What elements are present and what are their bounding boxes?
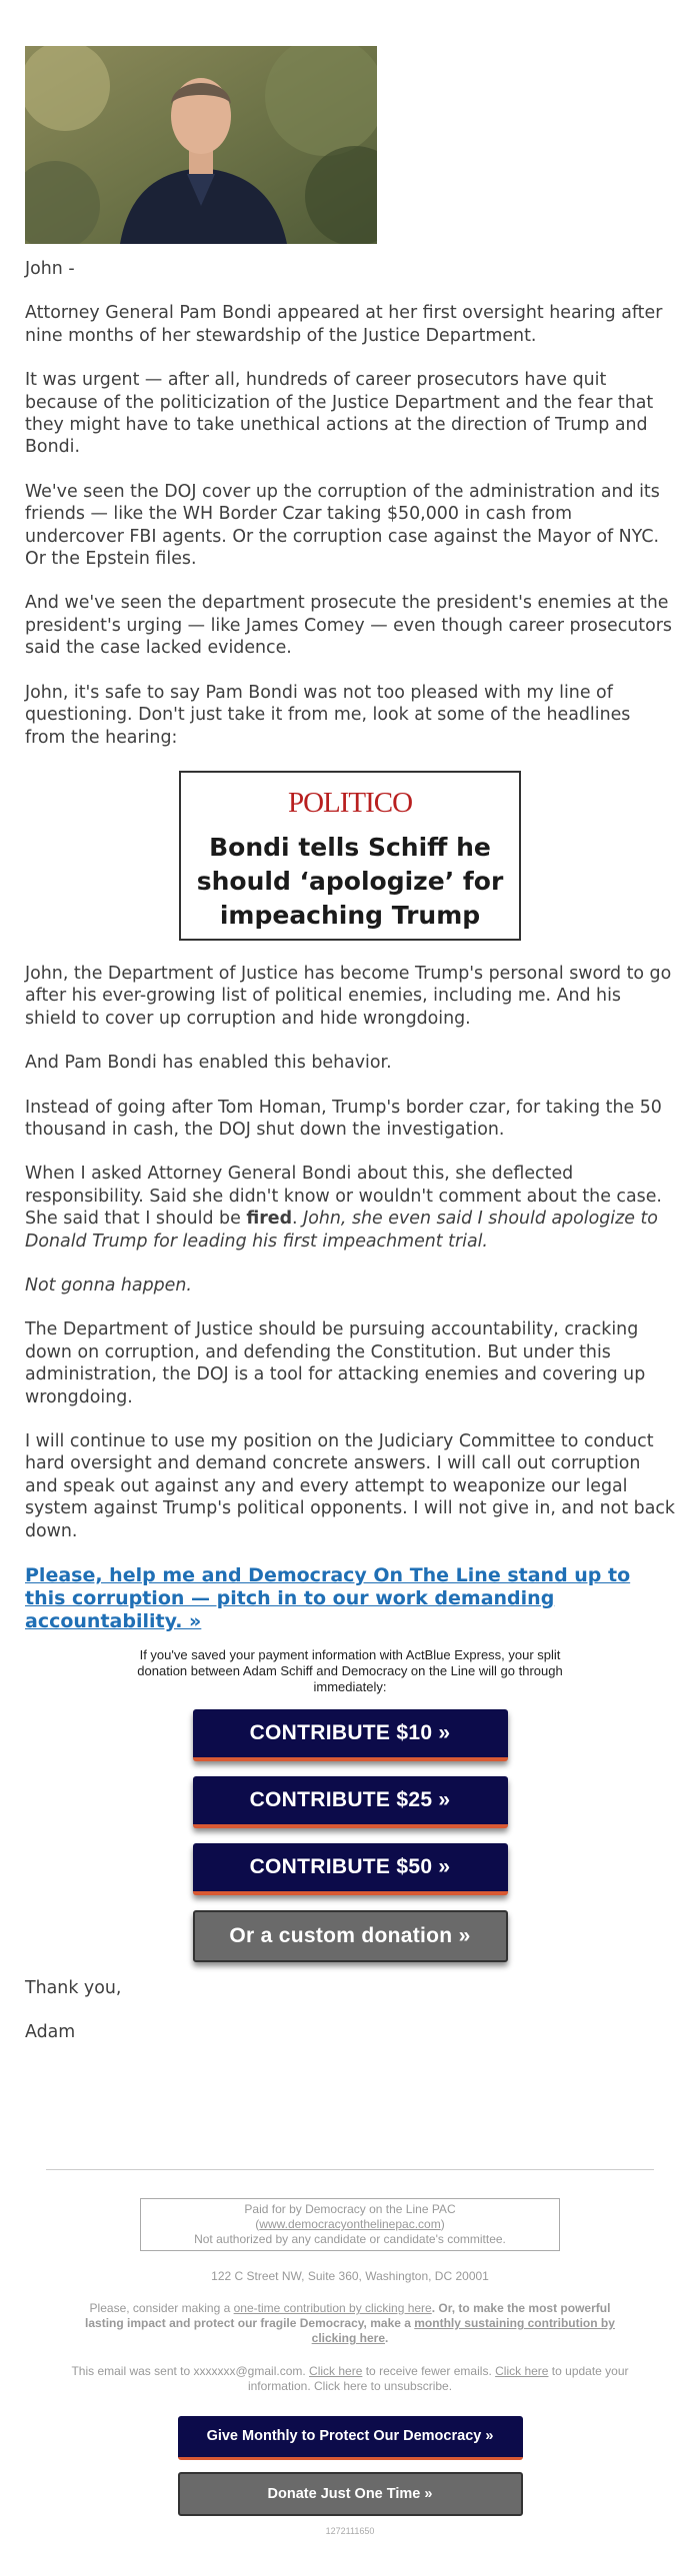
consider-bold: . Or, to make the most powerful lasting impact and protect our fragile Democracy, make a [85,2301,611,2330]
footer-address: 122 C Street NW, Suite 360, Washington, DC 20001 [211,2269,489,2283]
footer-consider [70,2301,630,2346]
give-monthly-button[interactable]: Give Monthly to Protect Our Democracy » [178,2416,523,2460]
email-body [25,258,675,2066]
italic-text: Not gonna happen. [25,1275,192,1295]
donate-once-button[interactable]: Donate Just One Time » [178,2472,523,2516]
paragraph: John, the Department of Justice has become Trump's personal sword to go after his ever-growing list of political enemies, including me. And his shield to cover up corruption and hide wrongdoing. [25,963,672,1029]
paragraph [25,1163,675,1253]
monthly-link[interactable]: monthly sustaining contribution by clicking here [311,2316,615,2345]
paragraph: John, it's safe to say Pam Bondi was not too pleased with my line of questioning. Don't just take it from me, look at some of the headlines from the hearing: [25,682,631,748]
footer [0,2169,700,2536]
greeting: John - [25,259,75,279]
paragraph: It was urgent — after all, hundreds of career prosecutors have quit because of the politicization of the Justice Department and the fear that they might have to take unethical actions at the direction of Trump and Bondi. [25,370,654,458]
sent-text: to update your information. Click here to unsubscribe. [247,2364,629,2393]
paragraph-text: . [292,1209,304,1230]
fewer-emails-link[interactable]: Click here [309,2364,363,2378]
contribute-25-button[interactable]: CONTRIBUTE $25 » [193,1776,508,1828]
sent-text: This email was sent to xxxxxxx@gmail.com. [71,2364,310,2378]
paragraph: Attorney General Pam Bondi appeared at her first oversight hearing after nine months of her stewardship of the Justice Department. [25,303,663,346]
paragraph: And we've seen the department prosecute the president's enemies at the president's urging — like James Comey — even though career prosecutors said the case lacked evidence. [25,593,672,659]
update-info-link[interactable]: Click here [495,2364,549,2378]
contribute-10-button[interactable]: CONTRIBUTE $10 » [193,1709,508,1761]
politico-headline: Bondi tells Schiff he should ‘apologize’ for impeaching Trump [196,832,504,930]
footer-code: 1272111650 [325,2526,375,2536]
hero-photo [25,46,377,244]
paid-by-text: Paid for by Democracy on the Line PAC [244,2202,456,2216]
bold-text: fired [246,1209,293,1230]
consider-text: Please, consider making a [89,2301,234,2315]
paragraph: We've seen the DOJ cover up the corruption of the administration and its friends — like the WH Border Czar taking $50,000 in cash from undercover FBI agents. Or the corruption case against the Mayor of NYC. Or the Epstein files. [25,481,660,570]
contribute-50-button[interactable]: CONTRIBUTE $50 » [193,1843,508,1895]
consider-bold-end: . [385,2331,389,2345]
paid-url-line: (www.democracyonthelinepac.com) [255,2217,445,2231]
paragraph: The Department of Justice should be pursuing accountability, cracking down on corruption, and defending the Constitution. But under this administration, the DOJ is a tool for attacking enemies and covering up wrongdoing. [25,1319,646,1407]
donate-link[interactable]: Please, help me and Democracy On The Line stand up to this corruption — pitch in to our work demanding accountability. » [25,1564,631,1633]
paid-url-link[interactable]: www.democracyonthelinepac.com [259,2217,441,2231]
sent-text: to receive fewer emails. [362,2364,496,2378]
portrait-image [25,46,377,244]
italic-text: John, she even said I should apologize to Donald Trump for leading his first impeachment trial. [25,1209,658,1252]
paid-for-box [140,2198,560,2251]
paragraph: I will continue to use my position on the Judiciary Committee to conduct hard oversight and demand concrete answers. I will call out corruption and speak out against any and every attempt to weaponize our legal system against Trump's political opponents. I will not give in, and not back down. [25,1431,675,1541]
footer-sent-to [70,2364,630,2394]
signoff-name: Adam [25,2022,76,2043]
paragraph: And Pam Bondi has enabled this behavior. [25,1053,392,1074]
footer-divider [46,2169,654,2170]
custom-donation-button[interactable]: Or a custom donation » [193,1910,508,1962]
paragraph-text: When I asked Attorney General Bondi about this, she deflected responsibility. Said she didn't know or wouldn't comment about the case. She said that I should be [25,1164,662,1230]
actblue-note: If you've saved your payment information with ActBlue Express, your split donation between Adam Schiff and Democracy on the Line will go through immediately: [137,1647,563,1695]
not-authorized-text: Not authorized by any candidate or candidate's committee. [194,2232,506,2246]
paragraph: Instead of going after Tom Homan, Trump's border czar, for taking the 50 thousand in cash, the DOJ shut down the investigation. [25,1097,662,1140]
politico-headline-card [179,771,521,941]
politico-logo: POLITICO [287,786,413,819]
one-time-link[interactable]: one-time contribution by clicking here [233,2301,432,2315]
paragraph [25,1275,675,1296]
signoff-thanks: Thank you, [25,1978,122,1999]
